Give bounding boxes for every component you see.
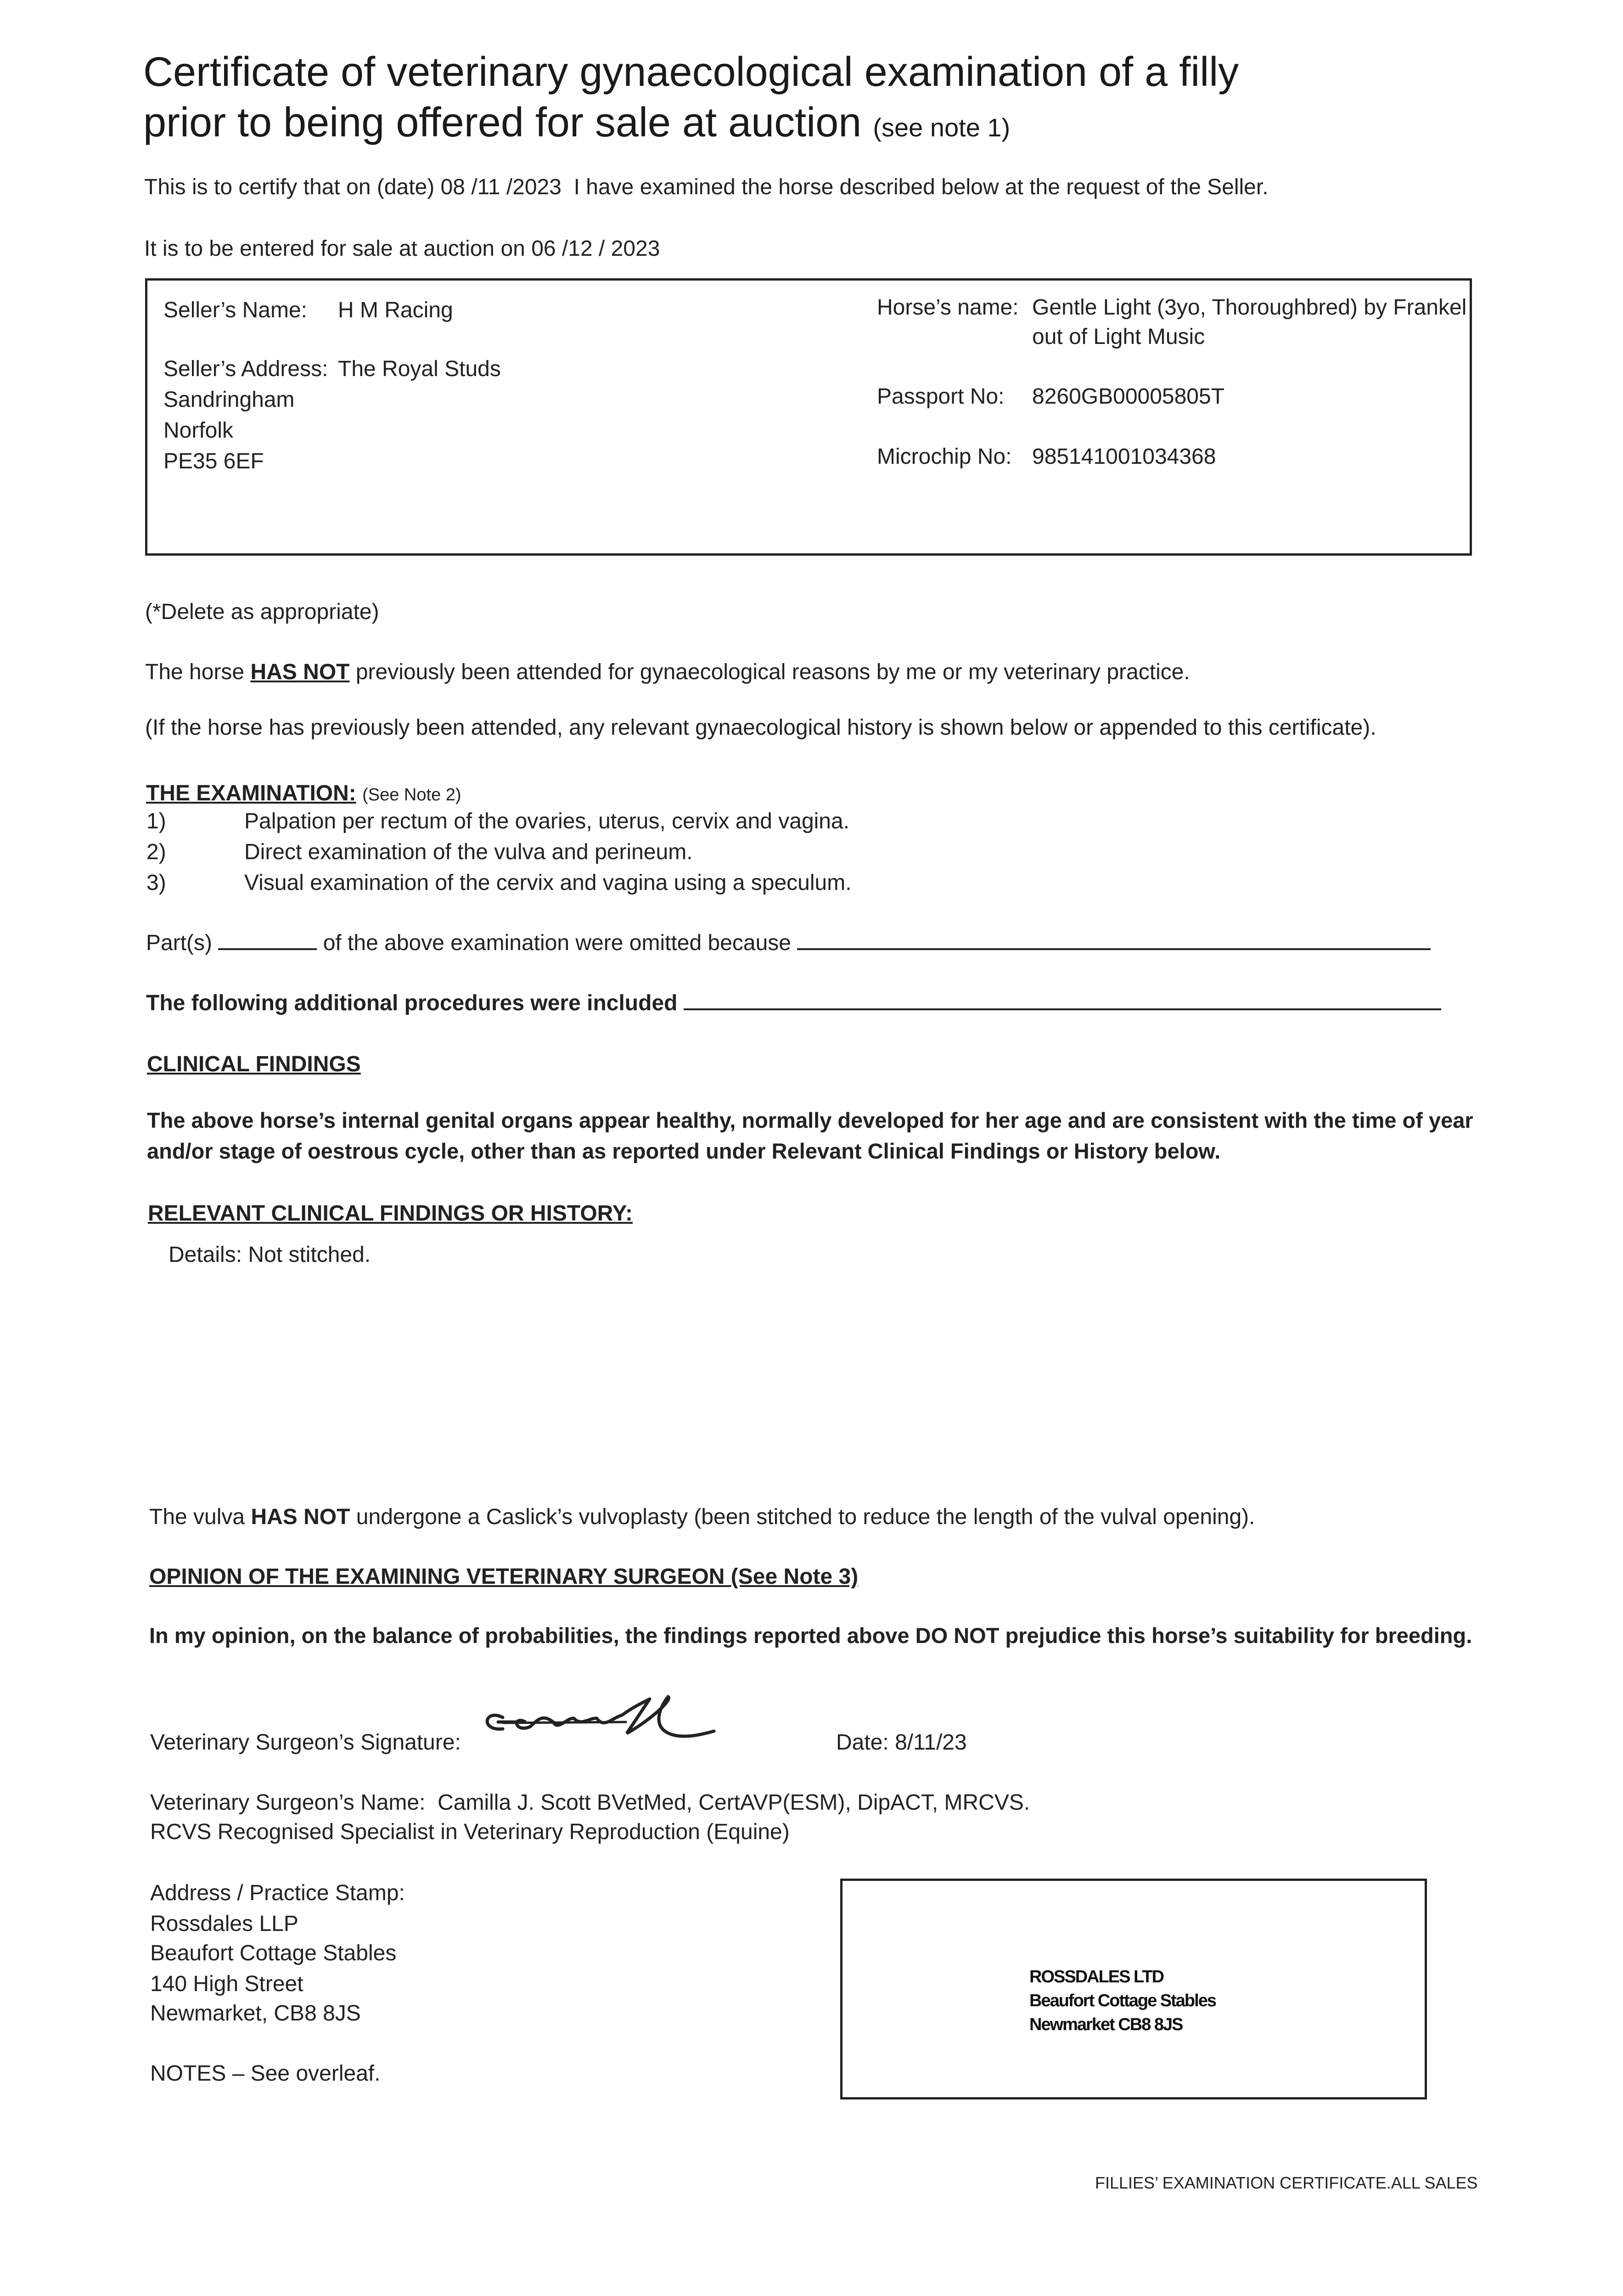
- horse-name-label: Horse’s name:: [877, 295, 1019, 320]
- details-line: [168, 1244, 371, 1266]
- attended-note: (If the horse has previously been attended, any relevant gynaecological history is shown below or appended to this certificate).: [145, 715, 1376, 740]
- signature-date: [836, 1732, 967, 1754]
- passport-label: Passport No:: [877, 384, 1005, 409]
- signature-label: Veterinary Surgeon’s Signature:: [150, 1730, 461, 1755]
- vulva-status: HAS NOT: [251, 1505, 350, 1529]
- seller-address-line: PE35 6EF: [163, 449, 264, 473]
- surgeon-name: Camilla J. Scott BVetMed, CertAVP(ESM), DipACT, MRCVS.: [438, 1790, 1030, 1815]
- exam-item-text: Palpation per rectum of the ovaries, uterus, cervix and vagina.: [244, 809, 850, 833]
- attended-status: HAS NOT: [250, 660, 350, 684]
- stamp-line: Newmarket CB8 8JS: [1029, 2015, 1183, 2034]
- notes: NOTES – See overleaf.: [150, 2061, 381, 2086]
- seller-address-line: The Royal Studs: [338, 357, 501, 381]
- microchip-number: 985141001034368: [1032, 445, 1216, 469]
- surgeon-name-label: Veterinary Surgeon’s Name:: [150, 1790, 426, 1815]
- relevant-heading: RELEVANT CLINICAL FINDINGS OR HISTORY:: [148, 1201, 633, 1226]
- additional-blank: [684, 1008, 1441, 1010]
- horse-name: Gentle Light (3yo, Thoroughbred) by Frankel: [1032, 295, 1467, 320]
- practice-address-line: Newmarket, CB8 8JS: [150, 2001, 361, 2026]
- exam-item-text: Visual examination of the cervix and vagina using a speculum.: [244, 871, 852, 895]
- practice-address-line: 140 High Street: [150, 1972, 303, 1996]
- clinical-text-1: The above horse’s internal genital organs appear healthy, normally developed for her age and are consistent with the time of year: [147, 1108, 1473, 1132]
- practice-stamp-box: [840, 1879, 1427, 2099]
- exam-item-number: 2): [146, 840, 166, 864]
- omitted-parts-blank: [218, 948, 317, 950]
- exam-item-number: 3): [146, 871, 166, 895]
- attended-statement: [145, 661, 1190, 683]
- clinical-heading: CLINICAL FINDINGS: [147, 1052, 361, 1076]
- omitted-line: [146, 932, 1431, 954]
- horse-breeding: out of Light Music: [1032, 325, 1205, 349]
- signature-image: [475, 1690, 728, 1745]
- opinion-suffix: prejudice this horse’s suitability for breeding.: [1005, 1623, 1472, 1648]
- certify-suffix: I have examined the horse described below at the request of the Seller.: [573, 175, 1269, 199]
- practice-address-line: Beaufort Cottage Stables: [150, 1941, 397, 1965]
- surgeon-specialism: RCVS Recognised Specialist in Veterinary Reproduction (Equine): [150, 1820, 790, 1844]
- title-line-2: [143, 100, 1011, 146]
- stamp-line: Beaufort Cottage Stables: [1029, 1991, 1216, 2010]
- auction-prefix: It is to be entered for sale at auction on: [144, 236, 525, 261]
- opinion-status: DO NOT: [915, 1623, 1000, 1648]
- auction-line: [144, 238, 660, 260]
- auction-date: 06 /12 / 2023: [531, 236, 660, 261]
- opinion-prefix: In my opinion, on the balance of probabilities, the findings reported above: [149, 1623, 910, 1648]
- date-value: 8/11/23: [895, 1730, 967, 1755]
- exam-item-number: 1): [146, 809, 166, 833]
- omitted-middle: of the above examination were omitted because: [323, 931, 791, 955]
- attended-suffix: previously been attended for gynaecological reasons by me or my veterinary practice.: [355, 660, 1190, 684]
- seller-address-label: Seller’s Address:: [163, 357, 328, 381]
- title-line-2-text: prior to being offered for sale at auction: [143, 100, 862, 146]
- title-note: (see note 1): [873, 113, 1011, 142]
- clinical-text-2: and/or stage of oestrous cycle, other than as reported under Relevant Clinical Findings or History below.: [147, 1139, 1221, 1163]
- attended-prefix: The horse: [145, 660, 245, 684]
- seller-name: H M Racing: [338, 298, 453, 322]
- title-line-1: Certificate of veterinary gynaecological examination of a filly: [143, 49, 1239, 95]
- passport-number: 8260GB00005805T: [1032, 384, 1225, 409]
- opinion-statement: [149, 1625, 1472, 1646]
- additional-line: [146, 992, 1441, 1014]
- vulva-prefix: The vulva: [149, 1505, 245, 1529]
- details-label: Details:: [168, 1243, 242, 1267]
- microchip-label: Microchip No:: [877, 445, 1012, 469]
- delete-note: (*Delete as appropriate): [145, 600, 379, 624]
- vulva-statement: [149, 1506, 1255, 1528]
- examination-heading: [146, 782, 461, 805]
- date-label: Date:: [836, 1730, 889, 1755]
- seller-address-line: Sandringham: [163, 388, 295, 412]
- footer: FILLIES’ EXAMINATION CERTIFICATE.ALL SALES: [1095, 2173, 1478, 2192]
- omitted-prefix: Part(s): [146, 931, 212, 955]
- seller-address-line: Norfolk: [163, 418, 234, 443]
- exam-item-text: Direct examination of the vulva and perineum.: [244, 840, 693, 864]
- additional-label: The following additional procedures were included: [146, 991, 678, 1015]
- certify-line: [144, 176, 1269, 198]
- stamp-line: ROSSDALES LTD: [1029, 1967, 1164, 1986]
- details-value: Not stitched.: [248, 1243, 371, 1267]
- practice-label: Address / Practice Stamp:: [150, 1881, 405, 1905]
- practice-address-line: Rossdales LLP: [150, 1912, 298, 1936]
- vulva-suffix: undergone a Caslick’s vulvoplasty (been stitched to reduce the length of the vulval opening).: [356, 1505, 1255, 1529]
- omitted-reason-blank: [797, 948, 1431, 950]
- examination-title: THE EXAMINATION:: [146, 781, 356, 805]
- surgeon-name-line: [150, 1792, 1030, 1814]
- examination-note: (See Note 2): [362, 785, 461, 805]
- opinion-heading: OPINION OF THE EXAMINING VETERINARY SURGEON (See Note 3): [149, 1564, 859, 1589]
- certify-prefix: This is to certify that on (date): [144, 175, 435, 199]
- exam-date: 08 /11 /2023: [440, 175, 562, 199]
- seller-name-label: Seller’s Name:: [163, 298, 308, 322]
